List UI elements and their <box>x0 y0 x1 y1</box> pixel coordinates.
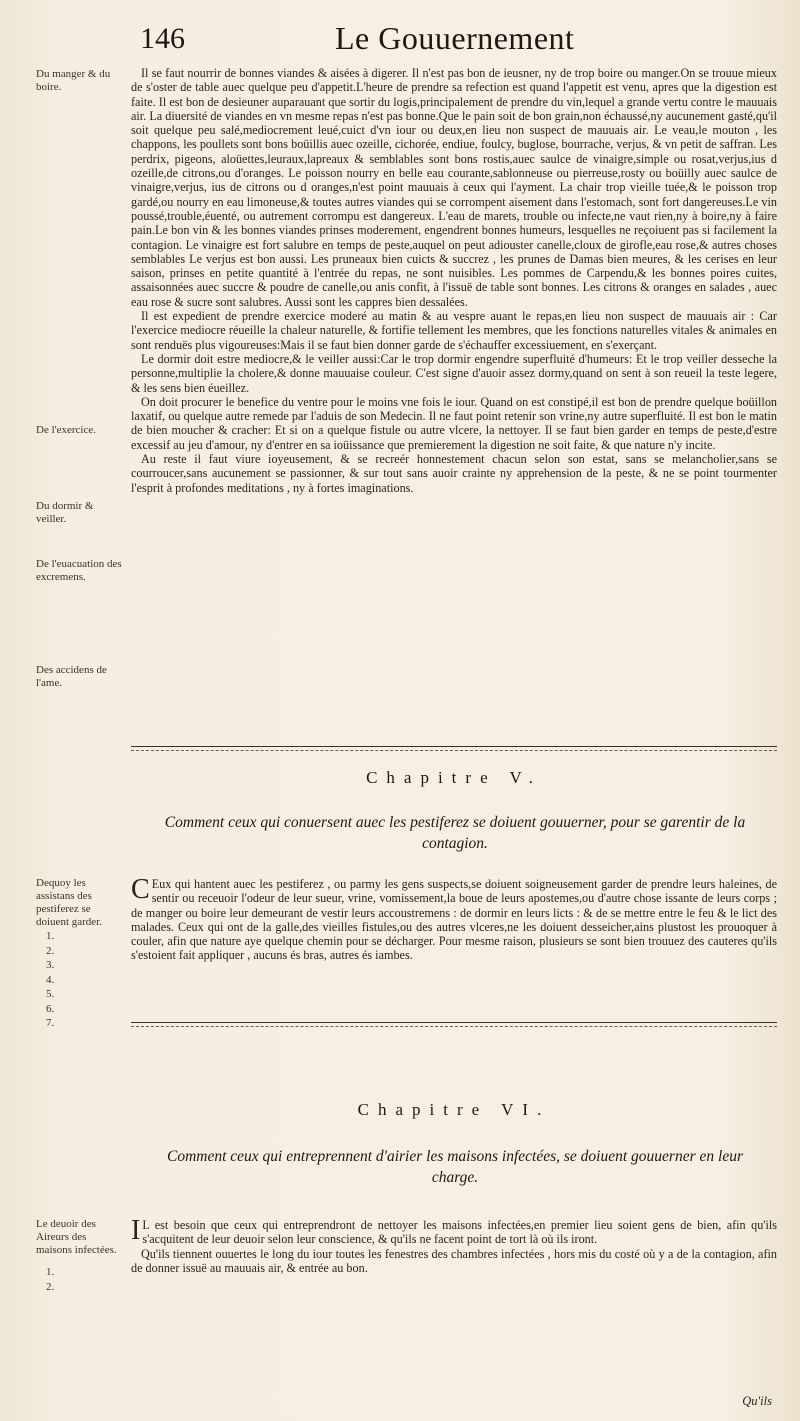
margin-number: 3. <box>46 959 55 971</box>
chapter-text <box>131 1215 777 1275</box>
catchword: Qu'ils <box>742 1394 772 1408</box>
margin-number: 2. <box>46 944 55 957</box>
drop-cap: C <box>131 874 150 905</box>
paragraph-soul: Au reste il faut viure ioyeusement, & se recreér honnestement chacun selon son estat, sans se melancholier,sans se courroucer,sans aucunement se passionner, & sur tout sans auoir crainte ny apprehension de la peste, & ne se point tourmenter l'esprit à profondes meditations , ny à fortes imaginations. <box>131 452 777 495</box>
chapter-text <box>131 874 777 963</box>
chapter-heading: Chapitre V. <box>366 768 542 787</box>
paragraph-exercise: Il est expedient de prendre exercice moderé au matin & au vespre auant le repas,en lieu non suspect de mauuais air : Car l'exercice mediocre réueille la chaleur naturelle, & fortifie tellement les membres, que les fonctions naturelles vitales & animales en sont renduës plus vigoureuses:Mais il se faut bien donner garde de s'échauffer excessiuement, en s'exerçant. <box>131 309 777 352</box>
paragraph-chapter6-1: L est besoin que ceux qui entreprendront de nettoyer les maisons infectées,en premier lieu soient gens de bien, afin qu'ils s'acquitent de leur deuoir selon leur conscience, & qu'ils ne facent point de tort là où ils iront. <box>142 1218 777 1247</box>
margin-note-sleep: Du dormir & veiller. <box>36 500 94 525</box>
margin-number: 4. <box>46 973 55 986</box>
margin-note-cleaners-text: Le deuoir des Aireurs des maisons infectées. <box>36 1218 117 1256</box>
divider-rule <box>131 746 777 751</box>
paragraph-chapter6-2: Qu'ils tiennent ouuertes le long du iour toutes les fenestres des chambres infectées , hors mis du costé où y a de la contagion, afin de donner issuë au mauuais air, & entrée au bon. <box>131 1246 777 1275</box>
chapter-subtitle: Comment ceux qui conuersent auec les pestiferez se doiuent gouuerner, pour se garentir de la contagion. <box>164 814 746 852</box>
paragraph-sleep: Le dormir doit estre mediocre,& le veiller aussi:Car le trop dormir engendre superfluité d'humeurs: Et le trop veiller desseche la personne,multiplie la cholere,& donne mauuaise couleur. C'est signe d'auoir assez dormy,quand on sent à son reueil la teste legere, & les sens bien éueillez. <box>131 351 777 395</box>
margin-note-assistants <box>36 877 124 1031</box>
margin-number: 5. <box>46 988 55 1000</box>
paragraph-chapter5: Eux qui hantent auec les pestiferez , ou parmy les gens suspects,se doiuent soigneusement garder de prendre leurs haleines, de sentir ou receuoir l'odeur de leur sueur, vrine, vomissement,la boue de leurs apostemes,ou d'autre chose issante de leurs corps ; de manger ou boire leur demeurant de vestir leurs accoustremens : de dormir en leurs licts : & de se mettre entre le feu & le lict des malades. Ceux qui ont de la galle,des vieilles fistules,ou des autres vlceres,ne les doiuent desseicher,ains plustost les prouoquer à couler, afin que nature aye quelque chemin pour se décharger. Pour mesme raison, plusieurs se sont bien trouuez des cauteres qu'ils s'estoient fait appliquer , aucuns és bras, autres és iambes. <box>131 877 777 963</box>
running-title: Le Gouuernement <box>335 20 575 56</box>
chapter-subtitle: Comment ceux qui entreprennent d'airier les maisons infectées, se doiuent gouuerner en leur charge. <box>167 1148 743 1186</box>
paragraph-evacuation: On doit procurer le benefice du ventre pour le moins vne fois le iour. Quand on est constipé,il est bon de prendre quelque boüillon laxatif, ou quelque autre remede par l'aduis de son Medecin. Il ne faut point retenir son vrine,ny autre superfluité. Il est bon le matin de bien moucher & cracher: Et si on a quelque fistule ou autre vlcere, la nettoyer. Il se faut bien garder en temps de peste,d'estre excessif au jeu d'amour, ny d'entrer en sa ioüissance que premierement la digestion ne soit faite, & que nature n'y incite. <box>131 394 777 452</box>
margin-number: 1. <box>46 1266 55 1278</box>
margin-note-soul: Des accidens de l'ame. <box>36 664 107 689</box>
margin-number: 2. <box>46 1280 55 1293</box>
margin-number: 1. <box>46 930 55 942</box>
margin-note-exercise: De l'exercice. <box>36 424 96 436</box>
chapter-heading: Chapitre VI. <box>357 1100 551 1119</box>
margin-number: 6. <box>46 1002 55 1015</box>
divider-rule <box>131 1022 777 1027</box>
margin-note-cleaners <box>36 1218 124 1294</box>
main-text <box>131 66 777 495</box>
paragraph-eating: Il se faut nourrir de bonnes viandes & aisées à digerer. Il n'est pas bon de ieusner, ny de trop boire ou manger.On se trouue mieux de s'oster de table auec quelque peu d'appetit.L'heure de prendre sa refection est quand l'appetit est venu, apres que la digestion est faite. Il est bon de desieuner auparauant que sortir du logis,principalement de prendre du vin,lequel a grande vertu contre le mauuais air. La diuersité de viandes en vn mesme repas n'est pas bonne.Que le pain soit de bon grain,non échaussé,ny aucunement gasté,qu'il soit quelque peu salé,mediocrement leué,cuict d'vn iour ou deux,en lieu non suspect de mauuais air. Le veau,le mouton , les chappons, les poullets sont bons boüillis auec ozeille, cichorée, endiue, foulcy, buglose, bourrache, verjus, & vn petit de saffran. Les perdrix, pigeons, aloüettes,leuraux,lapreaux & semblables sont bons rostis,auec saulce de vinaigre,simple ou rosat,verjus,ius d ozeille,de citrons,ou d'oranges. Le poisson nourry en belle eau courante,sablonneuse ou pierreuse,rosty ou boüilly auec saulce de vinaigre,verjus, ius de citrons ou d oranges,n'est point mauuais à ceux qui l'ayment. La chair trop vieille tuée,& le poisson trop gardé,ou nourry en eau limoneuse,& toutes autres viandes qui se corrompent aisement dans l'estomach, sont fort dangereuses.Le vin poussé,trouble,éuenté, ou autrement corrompu est dangereux. L'eau de marets, trouble ou infecte,ne vaut rien,ny à boire,ny à faire pain.Le bon vin & les bonnes viandes prinses moderement, engendrent bonnes humeurs, lesquelles ne reçoiuent pas si facilement la contagion. Le vinaigre est fort salubre en temps de peste,auquel on peut adiouster canelle,cloux de girofle,eau rose,& autres choses semblables Le verjus est bon aussi. Les pruneaux bien cuicts & succrez , les prunes de Damas bien meures, & les cerises en leur saison, prinses en petite quantité à l'entrée du repas, ne sont nuisibles. Les pommes de Carpendu,& les bonnes poires cuites, assaisonnées auec succre & poudre de canelle,ou anis confit, à l'issuë de table sont bonnes. Les citrons & oranges en salades , auec eau rose & sucre sont salubres. Aussi sont les cappres bien dessalées. <box>131 66 777 309</box>
page-number: 146 <box>140 22 185 55</box>
margin-number: 7. <box>46 1017 55 1029</box>
page-header <box>140 18 660 62</box>
margin-note-assistants-text: Dequoy les assistans des pestiferez se doiuent garder. <box>36 877 102 928</box>
margin-note-eating: Du manger & du boire. <box>36 68 111 93</box>
drop-cap: I <box>131 1215 141 1246</box>
margin-note-evacuation: De l'euacuation des excremens. <box>36 558 122 583</box>
